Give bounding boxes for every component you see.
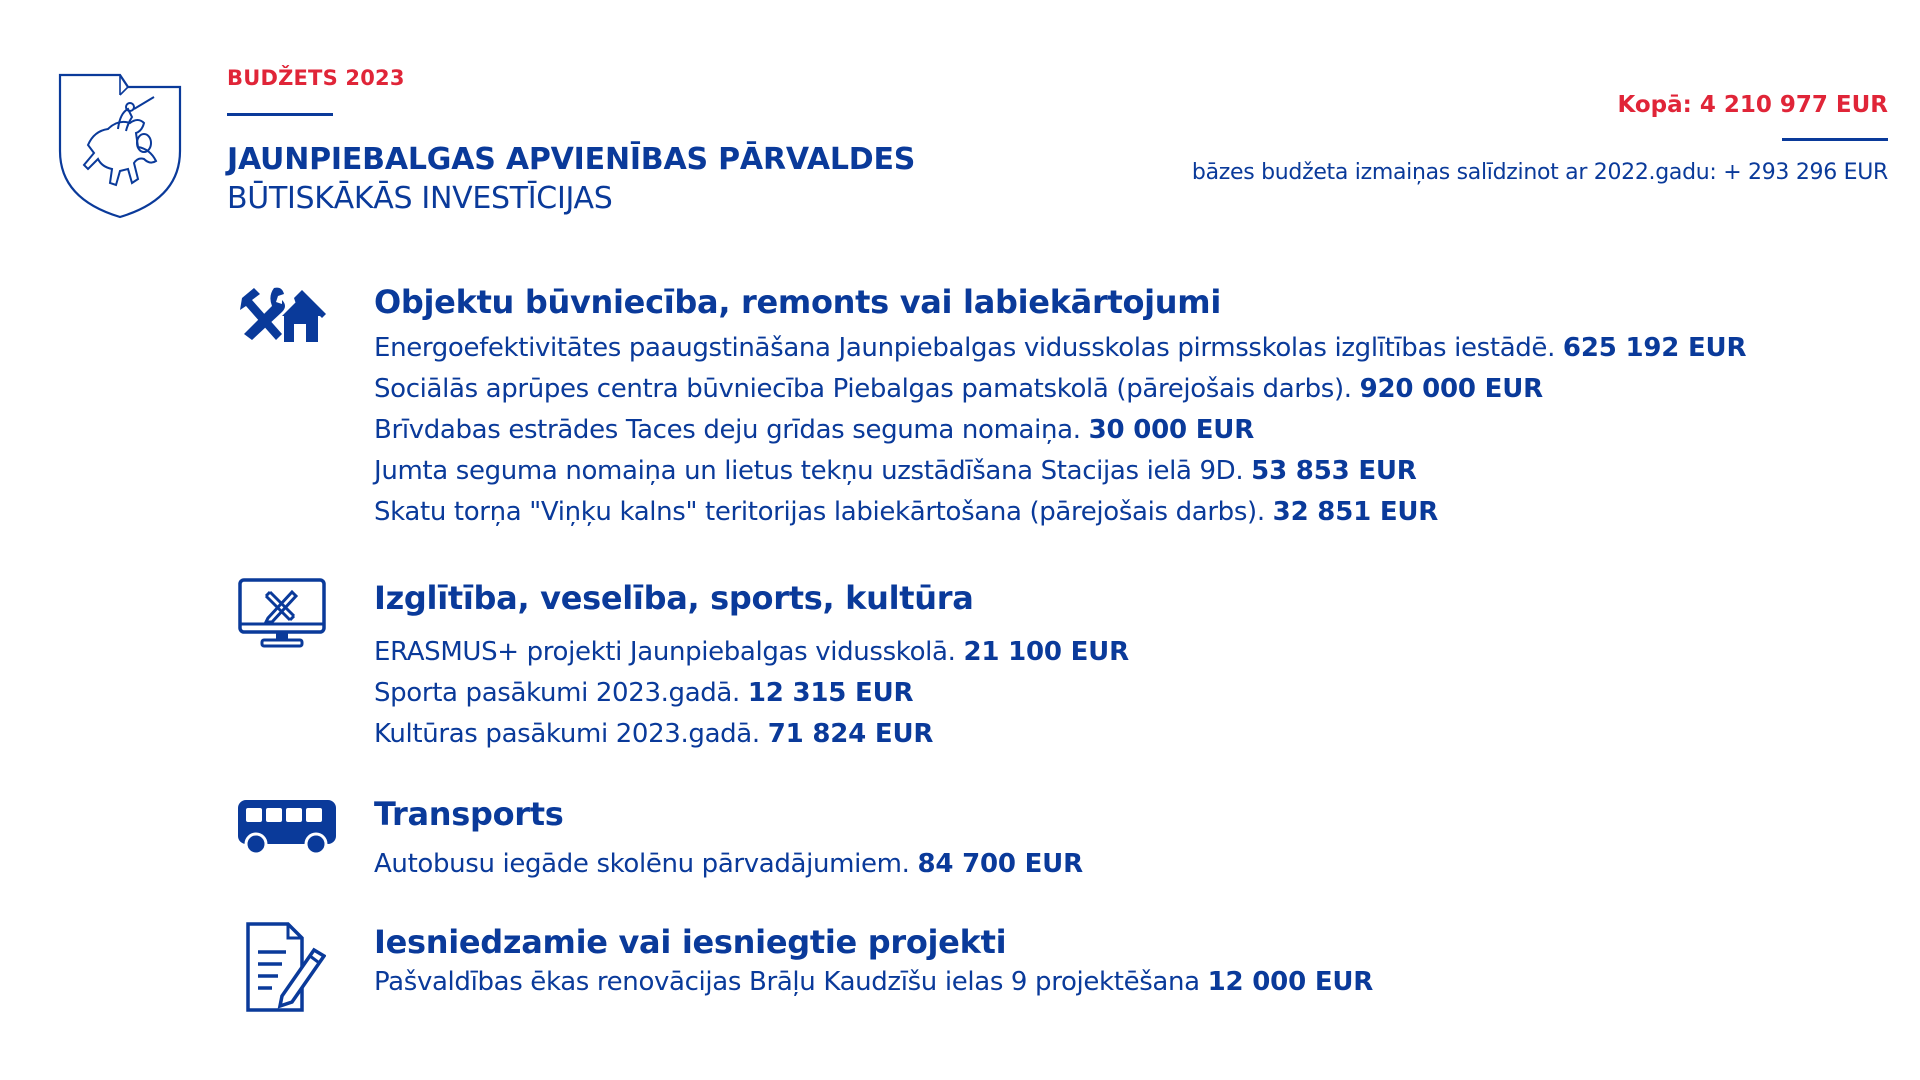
tools-house-icon	[238, 282, 338, 372]
item-amount: 12 000 EUR	[1207, 967, 1374, 997]
header-right	[1192, 92, 1888, 185]
list-item: Kultūras pasākumi 2023.gadā. 71 824 EUR	[374, 719, 934, 749]
item-amount: 84 700 EUR	[917, 849, 1083, 879]
item-amount: 625 192 EUR	[1562, 333, 1747, 363]
budget-change-note: bāzes budžeta izmaiņas salīdzinot ar 2022.gadu: + 293 296 EUR	[1191, 160, 1888, 185]
document-pen-icon	[246, 922, 346, 1012]
item-amount: 32 851 EUR	[1272, 497, 1439, 527]
section-title: Objektu būvniecība, remonts vai labiekārtojumi	[374, 283, 1221, 321]
page-subtitle: BŪTISKĀKĀS INVESTĪCIJAS	[227, 181, 613, 216]
org-name: JAUNPIEBALGAS APVIENĪBAS PĀRVALDES	[227, 142, 916, 177]
accent-divider	[227, 113, 333, 116]
budget-label: BUDŽETS 2023	[227, 66, 405, 90]
list-item: Skatu torņa "Viņķu kalns" teritorijas labiekārtošana (pārejošais darbs). 32 851 EUR	[374, 497, 1439, 527]
header-left	[227, 66, 915, 216]
list-item: ERASMUS+ projekti Jaunpiebalgas vidusskolā. 21 100 EUR	[374, 637, 1129, 667]
item-amount: 21 100 EUR	[963, 637, 1129, 667]
list-item: Sociālās aprūpes centra būvniecība Piebalgas pamatskolā (pārejošais darbs). 920 000 EUR	[374, 374, 1543, 404]
section-title: Iesniedzamie vai iesniegtie projekti	[374, 923, 1007, 961]
list-item: Pašvaldības ēkas renovācijas Brāļu Kaudzīšu ielas 9 projektēšana 12 000 EUR	[374, 967, 1374, 997]
list-item: Autobusu iegāde skolēnu pārvadājumiem. 84 700 EUR	[374, 849, 1083, 879]
coat-of-arms-logo	[58, 73, 182, 219]
budget-total: Kopā: 4 210 977 EUR	[1617, 92, 1888, 118]
list-item: Sporta pasākumi 2023.gadā. 12 315 EUR	[374, 678, 914, 708]
monitor-pencil-ruler-icon	[238, 578, 338, 668]
item-amount: 71 824 EUR	[767, 719, 934, 749]
item-amount: 53 853 EUR	[1251, 456, 1417, 486]
section-title: Transports	[374, 795, 564, 833]
list-item: Brīvdabas estrādes Taces deju grīdas seguma nomaiņa. 30 000 EUR	[374, 415, 1255, 445]
accent-divider	[1782, 138, 1888, 141]
item-amount: 12 315 EUR	[747, 678, 914, 708]
item-amount: 30 000 EUR	[1088, 415, 1255, 445]
list-item: Energoefektivitātes paaugstināšana Jaunpiebalgas vidusskolas pirmsskolas izglītības iestādē. 625 192 EUR	[374, 333, 1747, 363]
list-item: Jumta seguma nomaiņa un lietus tekņu uzstādīšana Stacijas ielā 9D. 53 853 EUR	[374, 456, 1417, 486]
section-title: Izglītība, veselība, sports, kultūra	[374, 579, 974, 617]
bus-icon	[236, 798, 336, 888]
item-amount: 920 000 EUR	[1359, 374, 1543, 404]
